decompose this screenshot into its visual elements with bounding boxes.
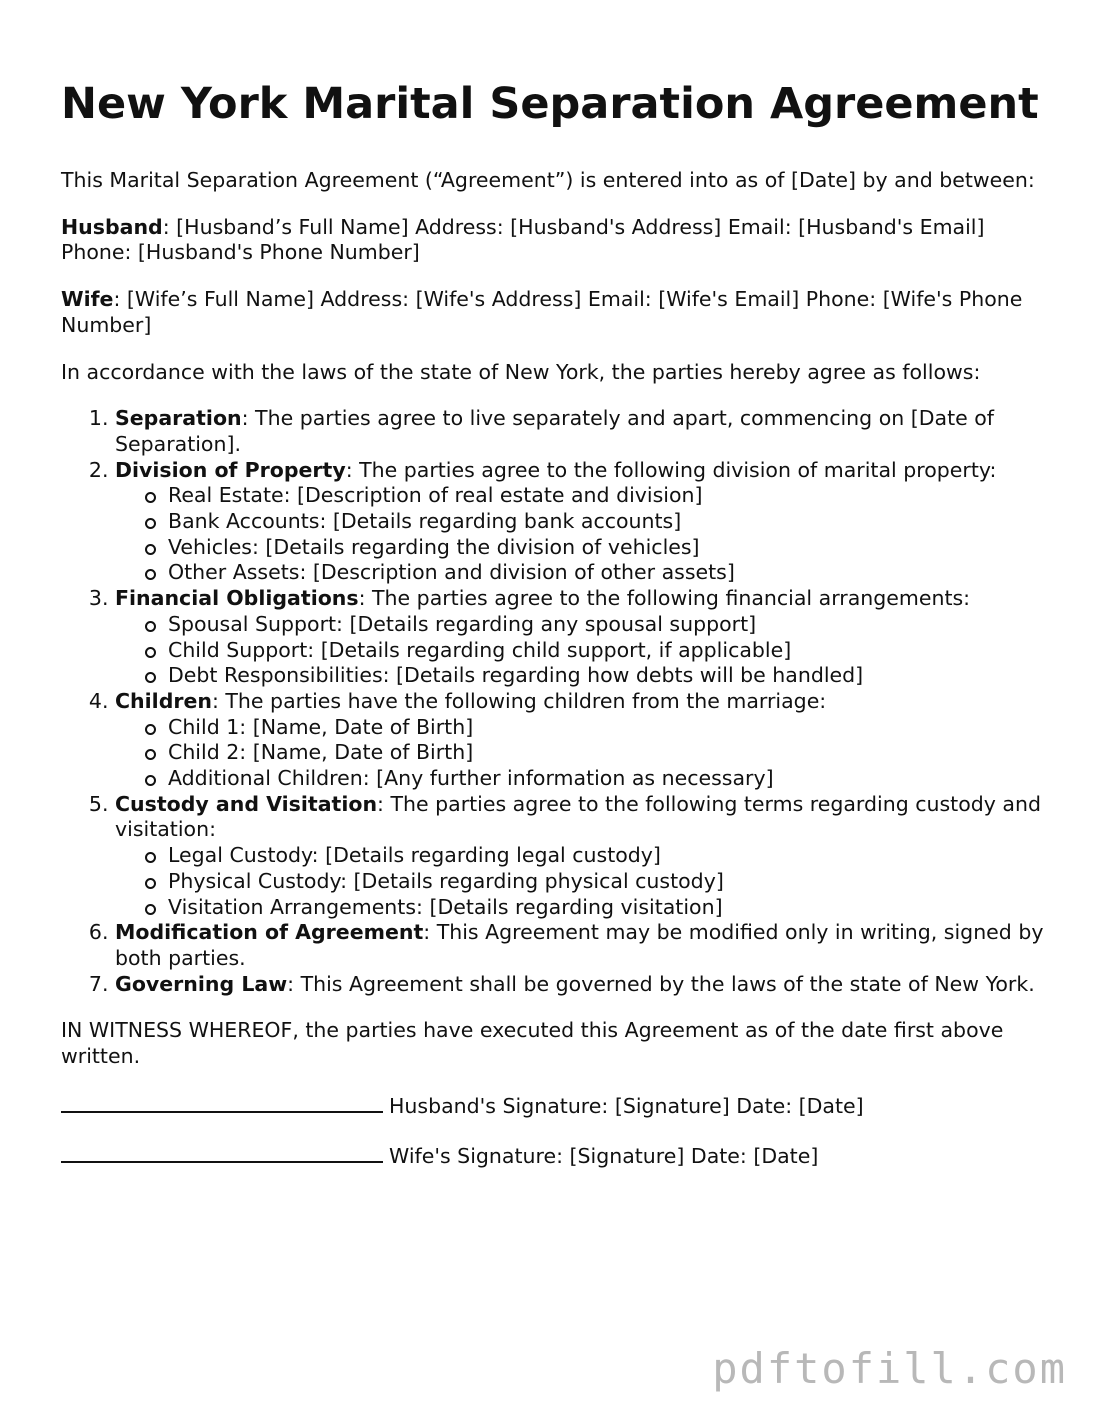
- wife-signature-row: [61, 1141, 1051, 1170]
- section-heading: Division of Property: [115, 457, 346, 482]
- wife-paragraph: [61, 287, 1051, 338]
- accordance-paragraph: In accordance with the laws of the state of New York, the parties hereby agree as follows:: [61, 359, 981, 384]
- section-heading: Separation: [115, 406, 242, 431]
- intro-paragraph: This Marital Separation Agreement (“Agreement”) is entered into as of [Date] by and between:: [61, 168, 1035, 192]
- husband-paragraph: [61, 215, 1051, 266]
- section-text: : The parties agree to live separately and apart, commencing on [Date of Separation].: [115, 406, 995, 456]
- section-heading: Financial Obligations: [115, 586, 359, 611]
- list-item: Child Support: [Details regarding child support, if applicable]: [145, 638, 1051, 664]
- section-heading: Modification of Agreement: [115, 920, 424, 945]
- section-children: [115, 689, 1051, 792]
- section-heading: Governing Law: [115, 971, 288, 996]
- property-list: [115, 483, 1051, 586]
- husband-label: Husband: [61, 214, 163, 239]
- wife-signature-label: Wife's Signature: [Signature] Date: [Date]: [389, 1143, 819, 1168]
- section-text: : This Agreement may be modified only in writing, signed by both parties.: [115, 920, 1044, 970]
- financial-list: [115, 612, 1051, 689]
- list-item: Real Estate: [Description of real estate and division]: [145, 483, 1051, 509]
- section-text: : The parties agree to the following terms regarding custody and visitation:: [115, 791, 1041, 842]
- section-financial-obligations: [115, 586, 1051, 689]
- section-text: : The parties have the following children from the marriage:: [211, 688, 827, 713]
- witness-paragraph: IN WITNESS WHEREOF, the parties have executed this Agreement as of the date first above written.: [61, 1018, 1004, 1069]
- wife-label: Wife: [61, 287, 114, 312]
- list-item: Vehicles: [Details regarding the division of vehicles]: [145, 535, 1051, 561]
- section-text: : The parties agree to the following financial arrangements:: [358, 586, 971, 611]
- section-custody-and-visitation: [115, 792, 1051, 921]
- document-page: [61, 78, 1051, 1190]
- section-heading: Custody and Visitation: [115, 791, 378, 816]
- list-item: Child 2: [Name, Date of Birth]: [145, 740, 1051, 766]
- wife-signature-line[interactable]: [61, 1141, 383, 1163]
- list-item: Legal Custody: [Details regarding legal custody]: [145, 843, 1051, 869]
- section-governing-law: [115, 972, 1051, 998]
- section-separation: [115, 406, 1051, 457]
- list-item: Visitation Arrangements: [Details regarding visitation]: [145, 895, 1051, 921]
- list-item: Spousal Support: [Details regarding any spousal support]: [145, 612, 1051, 638]
- list-item: Additional Children: [Any further information as necessary]: [145, 766, 1051, 792]
- sections-list: [61, 406, 1051, 997]
- husband-details: : [Husband’s Full Name] Address: [Husband's Address] Email: [Husband's Email] Phone: [Husband's Phone Number]: [61, 214, 985, 265]
- section-text: : The parties agree to the following division of marital property:: [345, 457, 997, 482]
- husband-signature-line[interactable]: [61, 1091, 383, 1113]
- document-title: New York Marital Separation Agreement: [61, 79, 1039, 129]
- section-text: : This Agreement shall be governed by the laws of the state of New York.: [287, 971, 1035, 996]
- list-item: Bank Accounts: [Details regarding bank accounts]: [145, 509, 1051, 535]
- husband-signature-row: [61, 1091, 1051, 1120]
- husband-signature-label: Husband's Signature: [Signature] Date: [Date]: [389, 1093, 864, 1118]
- section-modification-of-agreement: [115, 920, 1051, 971]
- list-item: Debt Responsibilities: [Details regarding how debts will be handled]: [145, 663, 1051, 689]
- list-item: Physical Custody: [Details regarding physical custody]: [145, 869, 1051, 895]
- section-heading: Children: [115, 688, 212, 713]
- section-division-of-property: [115, 458, 1051, 587]
- watermark: pdftofill.com: [712, 1344, 1067, 1393]
- custody-list: [115, 843, 1051, 920]
- list-item: Child 1: [Name, Date of Birth]: [145, 715, 1051, 741]
- children-list: [115, 715, 1051, 792]
- list-item: Other Assets: [Description and division of other assets]: [145, 560, 1051, 586]
- wife-details: : [Wife’s Full Name] Address: [Wife's Address] Email: [Wife's Email] Phone: [Wife's Phone Number]: [61, 287, 1023, 337]
